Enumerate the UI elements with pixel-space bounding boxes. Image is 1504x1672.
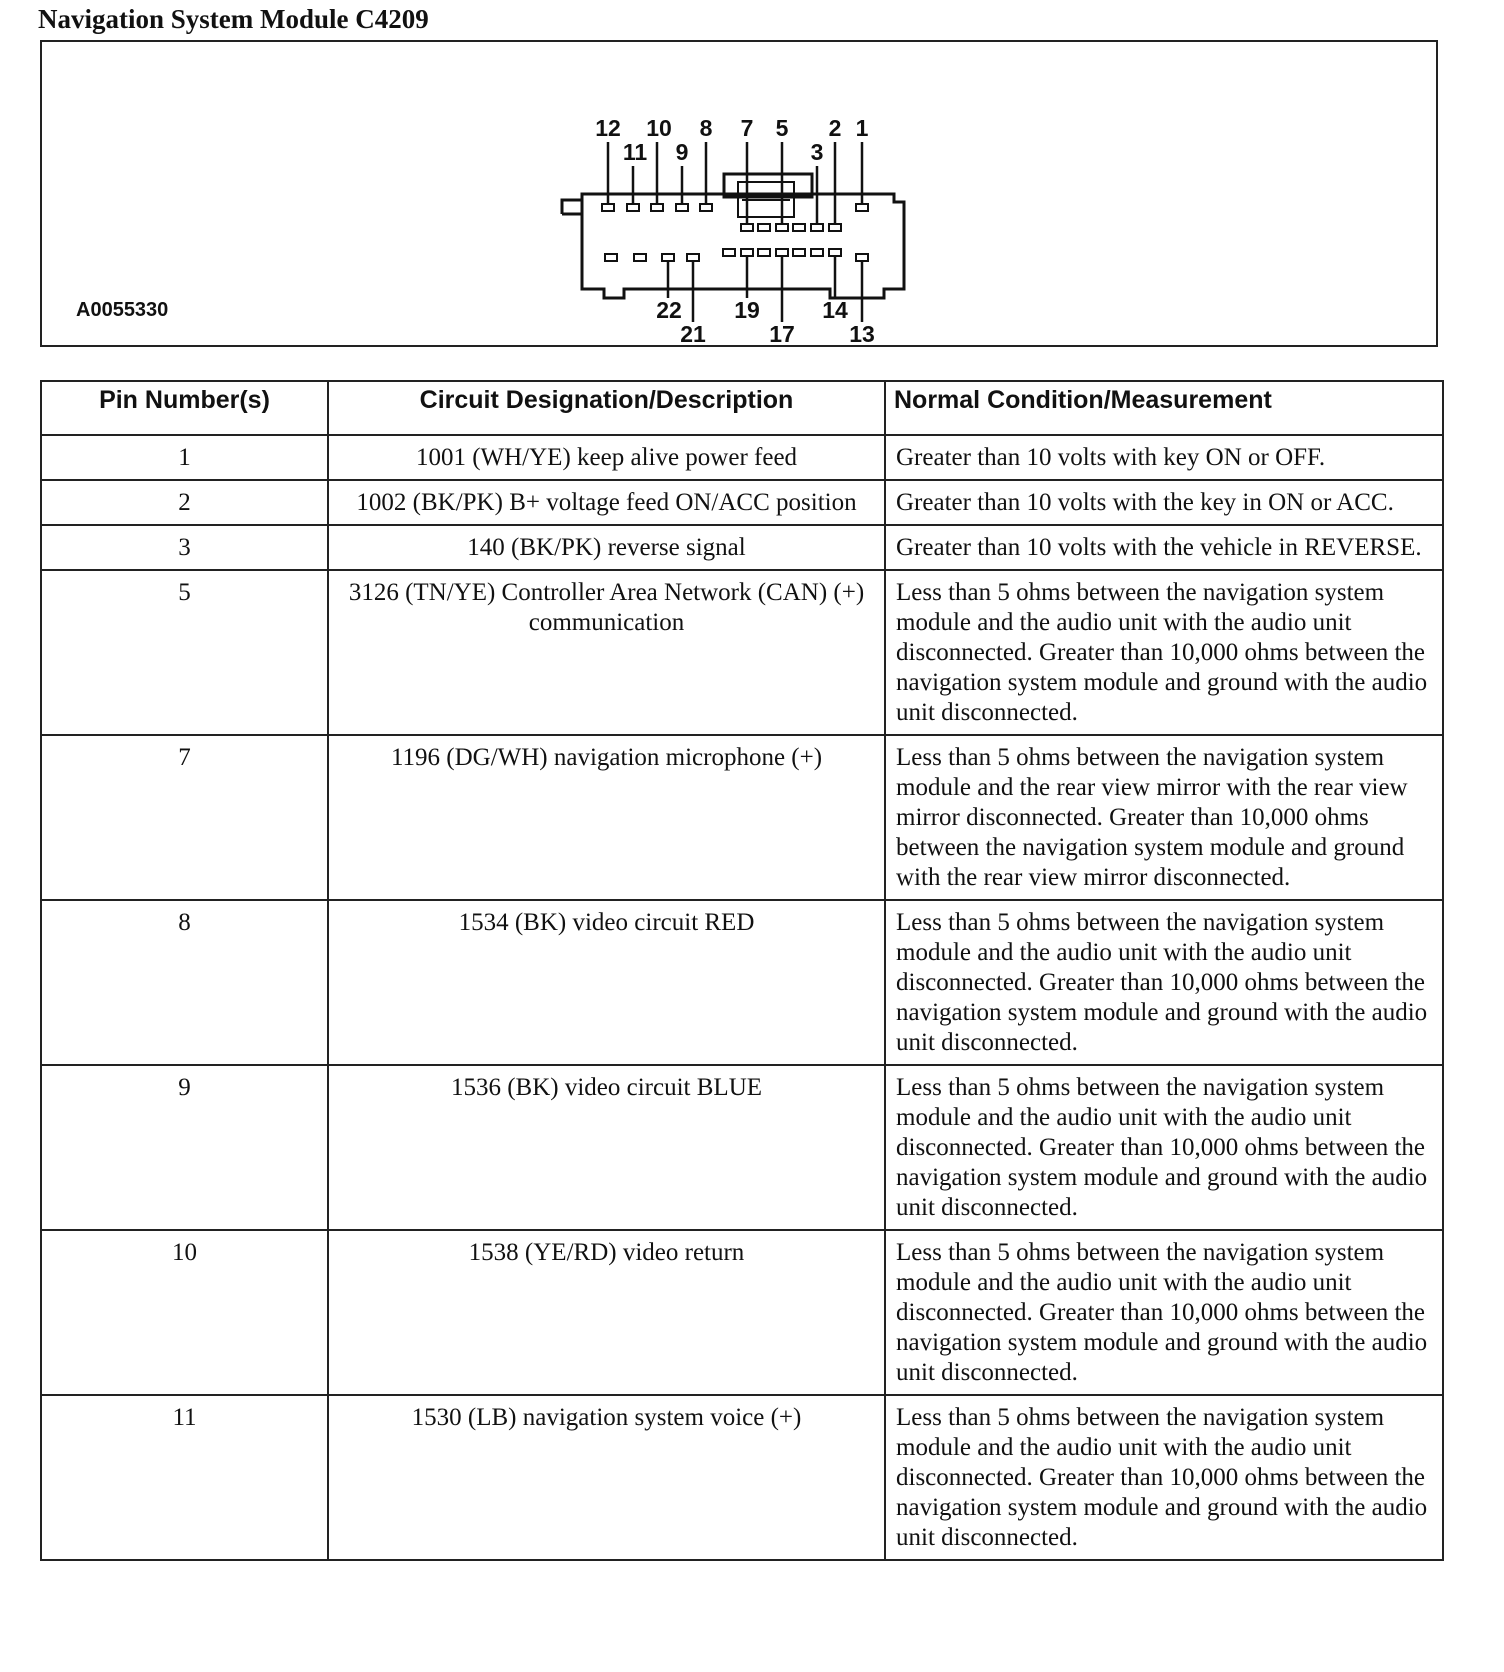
circuit-description: 1530 (LB) navigation system voice (+) <box>328 1395 885 1560</box>
normal-condition: Less than 5 ohms between the navigation system module and the audio unit with the audio unit disconnected. Greater than 10,000 ohms between the navigation system module and ground with the audio unit disconnected. <box>885 900 1443 1065</box>
circuit-description: 1534 (BK) video circuit RED <box>328 900 885 1065</box>
table-row <box>41 570 1443 735</box>
circuit-description: 1002 (BK/PK) B+ voltage feed ON/ACC position <box>328 480 885 525</box>
lower-tier-pins <box>605 249 868 261</box>
pin-label: 14 <box>822 297 848 323</box>
pin-number: 2 <box>41 480 328 525</box>
table-row <box>41 1065 1443 1230</box>
circuit-description: 1001 (WH/YE) keep alive power feed <box>328 435 885 480</box>
table-row <box>41 1230 1443 1395</box>
pin-table <box>40 380 1444 1561</box>
pin-label: 8 <box>699 115 713 141</box>
normal-condition: Less than 5 ohms between the navigation system module and the audio unit with the audio unit disconnected. Greater than 10,000 ohms between the navigation system module and ground with the audio unit disconnected. <box>885 1065 1443 1230</box>
connector-figure <box>40 40 1438 347</box>
pin-label: 22 <box>656 297 682 323</box>
normal-condition: Less than 5 ohms between the navigation system module and the rear view mirror with the rear view mirror disconnected. Greater than 10,000 ohms between the navigation system module and ground with the rear view mirror disconnected. <box>885 735 1443 900</box>
table-row <box>41 435 1443 480</box>
circuit-description: 1538 (YE/RD) video return <box>328 1230 885 1395</box>
header-circuit: Circuit Designation/Description <box>328 381 885 435</box>
page-title: Navigation System Module C4209 <box>38 4 429 34</box>
circuit-description: 1196 (DG/WH) navigation microphone (+) <box>328 735 885 900</box>
pin-number: 8 <box>41 900 328 1065</box>
normal-condition: Greater than 10 volts with the key in ON or ACC. <box>885 480 1443 525</box>
pin-label: 21 <box>680 321 706 347</box>
circuit-description: 3126 (TN/YE) Controller Area Network (CAN) (+) communication <box>328 570 885 735</box>
table-row <box>41 735 1443 900</box>
bottom-pin-labels <box>656 297 875 347</box>
pin-label: 10 <box>646 115 672 141</box>
pin-number: 5 <box>41 570 328 735</box>
pin-label: 7 <box>740 115 754 141</box>
pin-number: 9 <box>41 1065 328 1230</box>
pin-number: 10 <box>41 1230 328 1395</box>
table-row <box>41 525 1443 570</box>
top-pin-labels <box>595 115 868 165</box>
pin-label: 3 <box>810 139 824 165</box>
normal-condition: Greater than 10 volts with the vehicle in REVERSE. <box>885 525 1443 570</box>
pin-number: 7 <box>41 735 328 900</box>
figure-id: A0055330 <box>76 299 169 321</box>
connector-body <box>562 174 904 298</box>
pin-label: 9 <box>675 139 689 165</box>
pin-label: 13 <box>849 321 875 347</box>
upper-tier-pins <box>602 204 868 211</box>
pin-label: 19 <box>734 297 760 323</box>
table-row <box>41 900 1443 1065</box>
header-condition: Normal Condition/Measurement <box>885 381 1443 435</box>
pin-number: 1 <box>41 435 328 480</box>
pin-label: 1 <box>855 115 869 141</box>
normal-condition: Less than 5 ohms between the navigation system module and the audio unit with the audio unit disconnected. Greater than 10,000 ohms between the navigation system module and ground with the audio unit disconnected. <box>885 1230 1443 1395</box>
connector-diagram <box>42 42 1440 349</box>
pin-number: 3 <box>41 525 328 570</box>
circuit-description: 1536 (BK) video circuit BLUE <box>328 1065 885 1230</box>
normal-condition: Less than 5 ohms between the navigation system module and the audio unit with the audio unit disconnected. Greater than 10,000 ohms between the navigation system module and ground with the audio unit disconnected. <box>885 1395 1443 1560</box>
header-pin-number: Pin Number(s) <box>41 381 328 435</box>
pin-label: 5 <box>775 115 789 141</box>
table-header-row <box>41 381 1443 435</box>
middle-tier-pins <box>741 224 841 231</box>
table-row <box>41 1395 1443 1560</box>
table-row <box>41 480 1443 525</box>
pin-label: 17 <box>769 321 795 347</box>
pin-number: 11 <box>41 1395 328 1560</box>
pin-label: 11 <box>622 139 648 165</box>
normal-condition: Less than 5 ohms between the navigation system module and the audio unit with the audio unit disconnected. Greater than 10,000 ohms between the navigation system module and ground with the audio unit disconnected. <box>885 570 1443 735</box>
pin-label: 2 <box>828 115 842 141</box>
circuit-description: 140 (BK/PK) reverse signal <box>328 525 885 570</box>
pin-label: 12 <box>595 115 621 141</box>
normal-condition: Greater than 10 volts with key ON or OFF. <box>885 435 1443 480</box>
